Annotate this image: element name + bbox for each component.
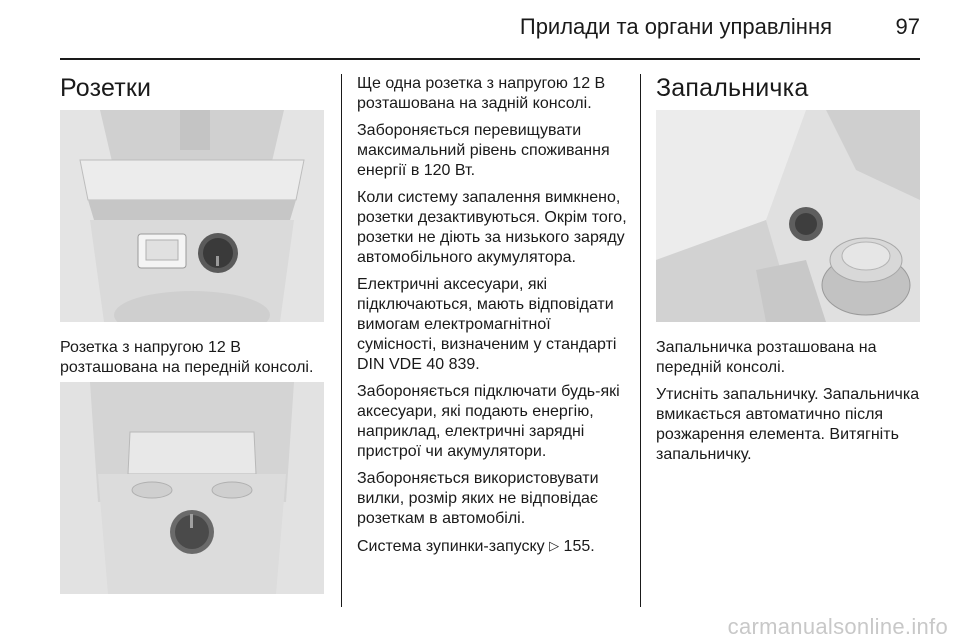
cigarette-lighter-body-text <box>656 338 928 472</box>
page-reference-icon: ▷ <box>549 538 560 553</box>
paragraph: Ще одна розетка з напругою 12 В розташована на задній консолі. <box>357 75 606 112</box>
xref-label: Система зупинки-запуску <box>357 538 545 555</box>
cigarette-lighter-figure <box>656 110 920 322</box>
paragraph: Забороняється використовувати вилки, розмір яких не відповідає розеткам в автомобілі. <box>357 470 599 527</box>
paragraph: Коли систему запалення вимкнено, розетки дезактивуються. Окрім того, розетки не діють за низького заряду автомобільного акумулятора. <box>357 189 627 266</box>
column-divider-2 <box>640 74 641 607</box>
section-heading-cigarette-lighter: Запальничка <box>656 74 809 102</box>
paragraph: Утисніть запальничку. Запальничка вмикається автоматично після розжарення елемента. Витягніть запальничку. <box>656 386 920 463</box>
column-divider-1 <box>341 74 342 607</box>
watermark: carmanualsonline.info <box>727 614 948 639</box>
front-socket-figure <box>60 110 324 322</box>
front-socket-caption: Розетка з напругою 12 В розташована на передній консолі. <box>60 339 314 376</box>
page-number: 97 <box>895 14 920 39</box>
sockets-body-text <box>357 74 627 564</box>
running-header-title: Прилади та органи управління <box>519 14 832 39</box>
rear-socket-figure <box>60 382 324 594</box>
section-heading-sockets: Розетки <box>60 74 152 102</box>
paragraph: Електричні аксесуари, які підключаються, мають відповідати вимогам електромагнітної сумісності, визначеним у стандарті DIN VDE 40 839. <box>357 276 617 373</box>
paragraph: Запальничка розташована на передній консолі. <box>656 339 877 376</box>
xref-page: 155. <box>563 538 595 555</box>
header-divider <box>60 58 920 60</box>
paragraph: Забороняється перевищувати максимальний рівень споживання енергії в 120 Вт. <box>357 122 610 179</box>
paragraph: Забороняється підключати будь-які аксесуари, які подають енергію, наприклад, електричні зарядні пристрої чи акумулятори. <box>357 383 620 460</box>
cross-reference[interactable] <box>357 536 627 557</box>
